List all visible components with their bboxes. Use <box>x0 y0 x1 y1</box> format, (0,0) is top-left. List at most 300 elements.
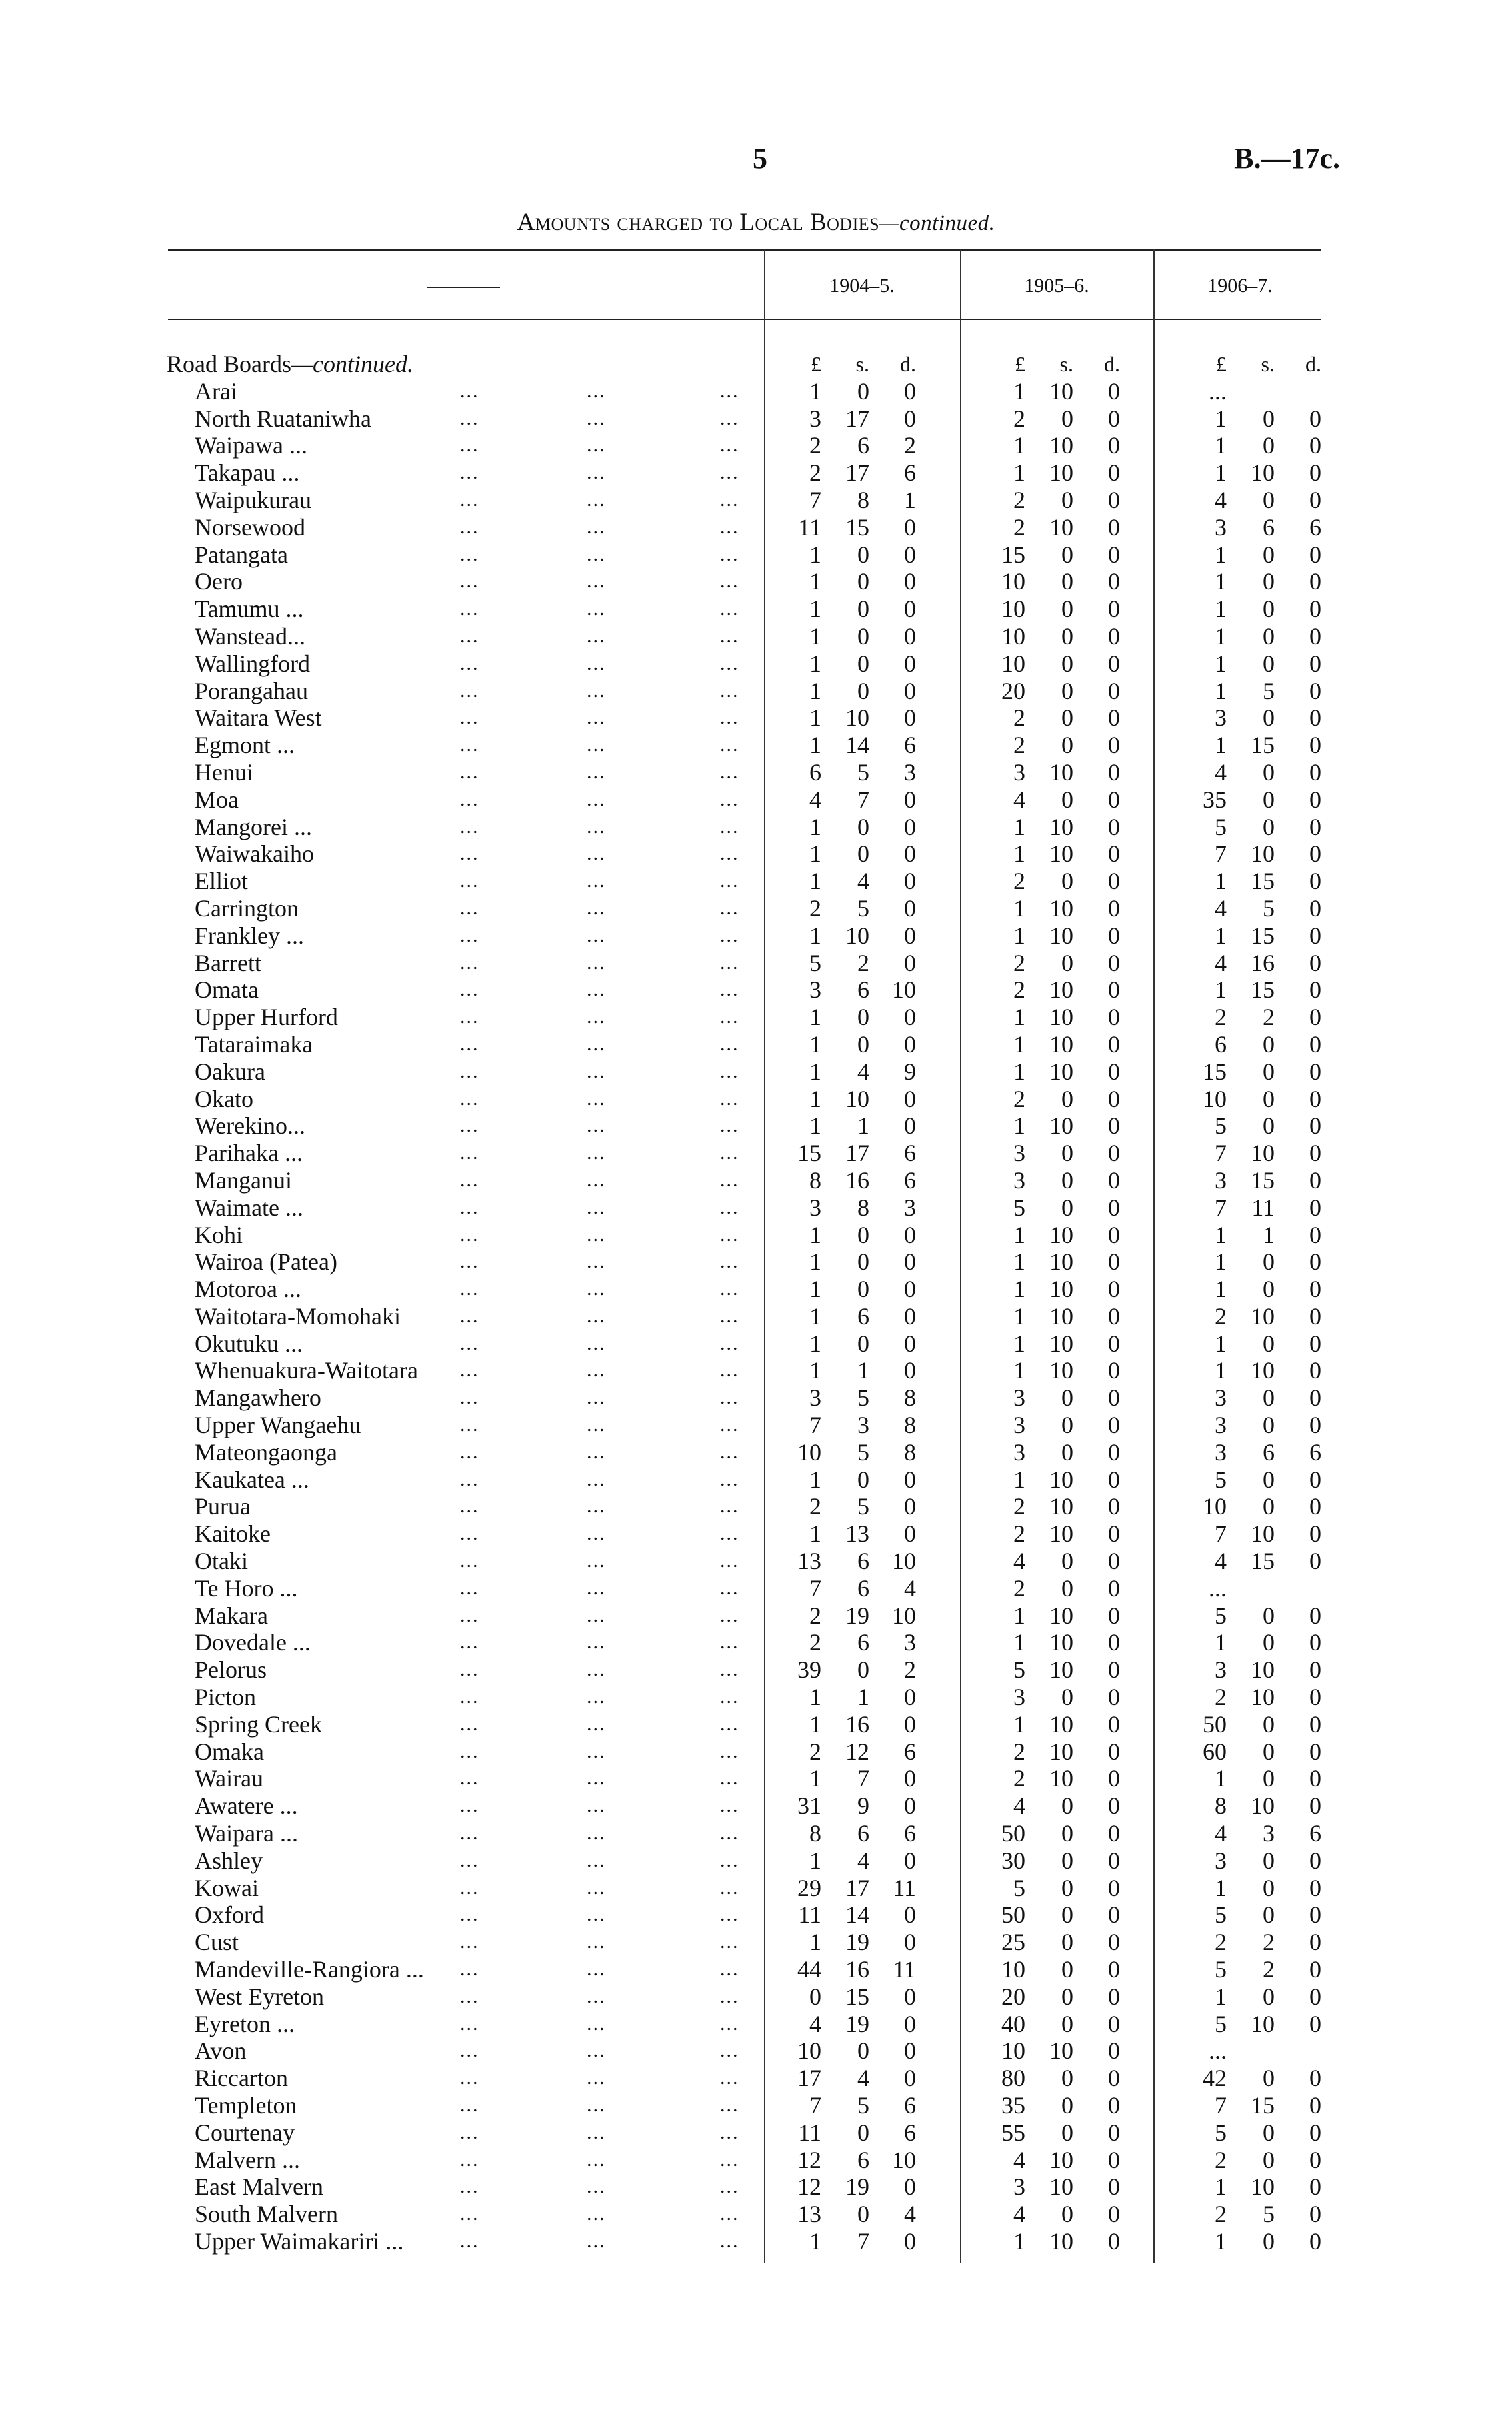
amount-pence-2: 0 <box>1108 2119 1120 2146</box>
amount-pence-2: 0 <box>1108 2010 1120 2037</box>
amount-pence-3: 6 <box>1309 1820 1321 1847</box>
amount-pence-2: 0 <box>1108 1983 1120 2010</box>
road-board-name: Arai <box>195 377 237 405</box>
amount-shillings-1: 7 <box>857 1765 869 1792</box>
amount-pounds-1: 2 <box>809 432 821 459</box>
amount-pence-1: 0 <box>904 1357 916 1384</box>
amount-pounds-2: 20 <box>1001 1983 1025 2010</box>
amount-shillings-1: 5 <box>857 758 869 786</box>
amount-pence-1: 10 <box>892 976 916 1004</box>
amount-shillings-2: 10 <box>1049 813 1073 840</box>
amount-shillings-3: 5 <box>1263 894 1275 922</box>
amount-pounds-2: 40 <box>1001 2010 1025 2037</box>
amount-pounds-2: 2 <box>1013 1085 1025 1112</box>
amount-shillings-1: 7 <box>857 2227 869 2255</box>
amount-pounds-2: 3 <box>1013 1412 1025 1439</box>
table-row <box>0 1875 1512 1902</box>
amount-shillings-2: 0 <box>1061 704 1073 732</box>
amount-pence-1: 0 <box>904 1847 916 1874</box>
table-row <box>0 2228 1512 2255</box>
amount-pounds-3: 1 <box>1215 622 1227 650</box>
amount-shillings-2: 10 <box>1049 1248 1073 1276</box>
amount-pence-2: 0 <box>1108 1629 1120 1656</box>
amount-pence-1: 0 <box>904 622 916 650</box>
amount-pounds-1: 1 <box>809 1765 821 1792</box>
amount-shillings-2: 10 <box>1049 1629 1073 1656</box>
amount-pounds-2: 10 <box>1001 2037 1025 2065</box>
amount-pounds-3: 1 <box>1215 732 1227 759</box>
amount-shillings-3: 0 <box>1263 704 1275 732</box>
amount-shillings-1: 0 <box>857 1221 869 1248</box>
amount-pounds-2: 2 <box>1013 1738 1025 1765</box>
road-board-name: Waiwakaiho <box>195 840 315 868</box>
amount-pounds-2: 1 <box>1013 1357 1025 1384</box>
amount-pence-3: 0 <box>1309 758 1321 786</box>
amount-pence-3: 0 <box>1309 1412 1321 1439</box>
table-row <box>0 1276 1512 1303</box>
amount-pounds-1: 1 <box>809 1112 821 1140</box>
amount-shillings-2: 0 <box>1061 650 1073 677</box>
amount-pounds-3: 7 <box>1215 840 1227 868</box>
amount-shillings-3: 15 <box>1251 2092 1275 2119</box>
document-reference: B.—17c. <box>1234 142 1340 175</box>
amount-pence-3: 0 <box>1309 2173 1321 2201</box>
amount-shillings-3: 2 <box>1263 1956 1275 1983</box>
leader-dots: ... ... ... <box>460 1876 739 1899</box>
header-1904-5: 1904–5. <box>829 275 895 297</box>
table-row <box>0 1548 1512 1575</box>
amount-pounds-1: 1 <box>809 1058 821 1085</box>
leader-dots: ... ... ... <box>460 1495 739 1518</box>
amount-pence-2: 0 <box>1108 1004 1120 1031</box>
amount-shillings-3: 10 <box>1251 1792 1275 1820</box>
amount-pounds-2: 1 <box>1013 922 1025 949</box>
amount-shillings-1: 4 <box>857 2065 869 2092</box>
table-row <box>0 895 1512 922</box>
road-board-name: Omata <box>195 976 259 1004</box>
amount-shillings-3: 0 <box>1263 1629 1275 1656</box>
amount-shillings-1: 10 <box>845 1085 869 1112</box>
amount-pence-2: 0 <box>1108 622 1120 650</box>
amount-shillings-1: 14 <box>845 1901 869 1929</box>
road-board-name: Ashley <box>195 1847 263 1874</box>
road-board-name: Werekino... <box>195 1112 306 1140</box>
road-board-name: Okato <box>195 1085 253 1112</box>
table-row <box>0 623 1512 650</box>
amount-shillings-2: 0 <box>1061 1194 1073 1221</box>
amount-pounds-3: 1 <box>1215 568 1227 595</box>
amount-shillings-2: 10 <box>1049 432 1073 459</box>
amount-pounds-3: 3 <box>1215 1412 1227 1439</box>
road-board-name: Whenuakura-Waitotara <box>195 1357 418 1384</box>
amount-pounds-1: 11 <box>798 513 821 541</box>
table-row <box>0 1112 1512 1140</box>
leader-dots: ... ... ... <box>460 1332 739 1354</box>
amount-pounds-2: 3 <box>1013 2173 1025 2201</box>
amount-pence-2: 0 <box>1108 2065 1120 2092</box>
amount-pounds-1: 1 <box>809 922 821 949</box>
amount-pounds-3: 7 <box>1215 1140 1227 1167</box>
amount-pounds-1: 2 <box>809 894 821 922</box>
table-row <box>0 1820 1512 1847</box>
road-board-name: Mateongaonga <box>195 1438 337 1466</box>
amount-shillings-1: 0 <box>857 677 869 704</box>
amount-pounds-2: 10 <box>1001 568 1025 595</box>
amount-pounds-1: 0 <box>809 1983 821 2010</box>
amount-shillings-1: 0 <box>857 2201 869 2228</box>
amount-shillings-3: 3 <box>1263 1820 1275 1847</box>
amount-pounds-2: 1 <box>1013 1330 1025 1357</box>
road-board-name: Moa <box>195 786 239 813</box>
road-board-name: Waitotara-Momohaki <box>195 1302 401 1330</box>
amount-pence-1: 9 <box>904 1058 916 1085</box>
amount-pounds-3: 1 <box>1215 459 1227 487</box>
amount-pence-3: 0 <box>1309 677 1321 704</box>
amount-pence-2: 0 <box>1108 1901 1120 1929</box>
amount-shillings-2: 0 <box>1061 1166 1073 1194</box>
amount-shillings-1: 0 <box>857 541 869 568</box>
road-board-name: Makara <box>195 1602 268 1629</box>
table-row <box>0 2201 1512 2228</box>
table-row <box>0 1194 1512 1222</box>
leader-dots: ... ... ... <box>460 978 739 1001</box>
table-row <box>0 405 1512 433</box>
table-row <box>0 2147 1512 2174</box>
leader-dots: ... ... ... <box>460 1006 739 1028</box>
amount-pounds-2: 35 <box>1001 2092 1025 2119</box>
amount-pounds-3: 1 <box>1215 1330 1227 1357</box>
amount-shillings-3: 10 <box>1251 2173 1275 2201</box>
amount-pounds-1: 2 <box>809 459 821 487</box>
road-board-name: Waipawa ... <box>195 432 308 459</box>
amount-pence-2: 0 <box>1108 1738 1120 1765</box>
leader-dots: ... ... ... <box>460 679 739 702</box>
amount-pence-3: 0 <box>1309 459 1321 487</box>
table-row <box>0 1983 1512 2011</box>
table-row <box>0 568 1512 595</box>
amount-shillings-2: 10 <box>1049 976 1073 1004</box>
amount-pence-3: 0 <box>1309 1357 1321 1384</box>
amount-shillings-2: 10 <box>1049 2227 1073 2255</box>
amount-pence-2: 0 <box>1108 1357 1120 1384</box>
amount-pounds-3: 2 <box>1215 2146 1227 2173</box>
leader-dots: ... ... ... <box>460 1767 739 1790</box>
amount-pounds-3: 1 <box>1215 1248 1227 1276</box>
road-board-name: Pelorus <box>195 1656 267 1684</box>
unit-pounds-1: £ <box>811 352 821 376</box>
amount-shillings-2: 0 <box>1061 1548 1073 1575</box>
amount-shillings-2: 0 <box>1061 1929 1073 1956</box>
amount-shillings-3: 5 <box>1263 2201 1275 2228</box>
amount-shillings-2: 10 <box>1049 1602 1073 1629</box>
amount-pence-1: 0 <box>904 922 916 949</box>
amount-shillings-1: 0 <box>857 1248 869 1276</box>
amount-pence-1: 11 <box>893 1956 916 1983</box>
page-number: 5 <box>753 142 767 175</box>
amount-pence-1: 0 <box>904 2173 916 2201</box>
leader-dots: ... ... ... <box>460 652 739 674</box>
leader-dots: ... ... ... <box>460 488 739 511</box>
amount-shillings-3: 0 <box>1263 758 1275 786</box>
amount-pounds-2: 1 <box>1013 894 1025 922</box>
amount-pence-2: 0 <box>1108 704 1120 732</box>
table-row <box>0 1956 1512 1983</box>
leader-dots: ... ... ... <box>460 760 739 783</box>
leader-dots: ... ... ... <box>460 407 739 429</box>
header-rule-top <box>168 249 1321 251</box>
road-board-name: Wairau <box>195 1765 264 1792</box>
amount-pence-2: 0 <box>1108 1112 1120 1140</box>
amount-pence-1: 0 <box>904 568 916 595</box>
amount-pence-2: 0 <box>1108 1194 1120 1221</box>
amount-pence-1: 0 <box>904 1221 916 1248</box>
leader-dots: ... ... ... <box>460 1250 739 1273</box>
amount-pence-2: 0 <box>1108 677 1120 704</box>
road-board-name: Wallingford <box>195 650 311 677</box>
amount-pence-3: 0 <box>1309 1929 1321 1956</box>
amount-shillings-2: 0 <box>1061 2201 1073 2228</box>
amount-shillings-1: 16 <box>845 1166 869 1194</box>
leader-dots: ... ... ... <box>460 2229 739 2252</box>
road-board-name: Mangawhero <box>195 1384 321 1412</box>
table-row <box>0 1140 1512 1167</box>
amount-pence-3: 0 <box>1309 1384 1321 1412</box>
amount-pounds-1: 4 <box>809 2010 821 2037</box>
amount-shillings-2: 0 <box>1061 1684 1073 1711</box>
amount-shillings-3: 0 <box>1263 1983 1275 2010</box>
amount-pence-1: 11 <box>893 1874 916 1901</box>
amount-pounds-1: 13 <box>797 2201 821 2228</box>
table-row <box>0 759 1512 786</box>
caption-continued: —continued. <box>879 211 995 235</box>
header-rule-bottom <box>168 319 1321 320</box>
amount-pounds-1: 2 <box>809 1493 821 1520</box>
amount-pence-1: 6 <box>904 1166 916 1194</box>
amount-pence-1: 0 <box>904 1466 916 1493</box>
amount-shillings-3: 2 <box>1263 1004 1275 1031</box>
amount-shillings-1: 0 <box>857 595 869 623</box>
amount-pence-2: 0 <box>1108 1656 1120 1684</box>
amount-pence-1: 6 <box>904 2119 916 2146</box>
road-board-name: Parihaka ... <box>195 1140 303 1167</box>
road-board-name: Okutuku ... <box>195 1330 303 1357</box>
amount-shillings-3: 15 <box>1251 1166 1275 1194</box>
amount-pounds-2: 1 <box>1013 840 1025 868</box>
amount-pounds-3: 3 <box>1215 1847 1227 1874</box>
road-board-name: Te Horo ... <box>195 1574 298 1602</box>
table-row <box>0 922 1512 950</box>
amount-pence-2: 0 <box>1108 568 1120 595</box>
table-row <box>0 1167 1512 1194</box>
amount-pounds-1: 10 <box>797 2037 821 2065</box>
amount-shillings-1: 5 <box>857 1384 869 1412</box>
data-table <box>0 351 1512 2255</box>
amount-pounds-3: 1 <box>1215 1629 1227 1656</box>
amount-pounds-2: 25 <box>1001 1929 1025 1956</box>
road-board-name: Oxford <box>195 1901 264 1929</box>
amount-pence-1: 0 <box>904 840 916 868</box>
amount-pounds-2: 1 <box>1013 1058 1025 1085</box>
amount-pounds-2: 15 <box>1001 541 1025 568</box>
amount-shillings-2: 10 <box>1049 1276 1073 1303</box>
amount-shillings-1: 19 <box>845 2010 869 2037</box>
unit-pounds-2: £ <box>1015 352 1025 376</box>
amount-shillings-1: 17 <box>845 1874 869 1901</box>
amount-pounds-1: 13 <box>797 1548 821 1575</box>
amount-pounds-1: 1 <box>809 1030 821 1058</box>
amount-pounds-2: 1 <box>1013 459 1025 487</box>
leader-dots: ... ... ... <box>460 515 739 538</box>
amount-pence-3: 0 <box>1309 1194 1321 1221</box>
amount-pence-3: 0 <box>1309 1140 1321 1167</box>
amount-shillings-3: 0 <box>1263 1058 1275 1085</box>
amount-shillings-3: 0 <box>1263 1901 1275 1929</box>
amount-shillings-1: 16 <box>845 1956 869 1983</box>
table-row <box>0 1493 1512 1520</box>
amount-pounds-2: 2 <box>1013 1520 1025 1548</box>
table-row <box>0 1847 1512 1875</box>
amount-shillings-1: 6 <box>857 1574 869 1602</box>
amount-shillings-1: 7 <box>857 786 869 813</box>
amount-pounds-2: 55 <box>1001 2119 1025 2146</box>
table-row <box>0 2011 1512 2038</box>
amount-pounds-1: 1 <box>809 1684 821 1711</box>
amount-pence-3: 0 <box>1309 1548 1321 1575</box>
road-board-name: Frankley ... <box>195 922 304 949</box>
amount-pounds-2: 10 <box>1001 650 1025 677</box>
amount-shillings-2: 0 <box>1061 1874 1073 1901</box>
amount-pence-1: 0 <box>904 1929 916 1956</box>
road-board-name: Takapau ... <box>195 459 300 487</box>
amount-shillings-2: 0 <box>1061 732 1073 759</box>
amount-pence-3: 0 <box>1309 2146 1321 2173</box>
amount-pence-3: 0 <box>1309 2065 1321 2092</box>
amount-pence-3: 0 <box>1309 1684 1321 1711</box>
amount-pence-1: 6 <box>904 2092 916 2119</box>
amount-pence-1: 8 <box>904 1412 916 1439</box>
road-board-name: Riccarton <box>195 2065 288 2092</box>
amount-pounds-2: 3 <box>1013 1684 1025 1711</box>
amount-pounds-2: 1 <box>1013 1030 1025 1058</box>
amount-pence-3: 0 <box>1309 1629 1321 1656</box>
amount-pounds-1: 2 <box>809 1629 821 1656</box>
amount-pence-2: 0 <box>1108 1466 1120 1493</box>
amount-pounds-3: 1 <box>1215 922 1227 949</box>
road-board-name: Wairoa (Patea) <box>195 1248 337 1276</box>
amount-shillings-3: 0 <box>1263 405 1275 432</box>
amount-pence-3: 0 <box>1309 622 1321 650</box>
road-board-name: Upper Waimakariri ... <box>195 2227 404 2255</box>
amount-pence-1: 10 <box>892 1548 916 1575</box>
amount-pounds-1: 7 <box>809 1412 821 1439</box>
amount-shillings-1: 19 <box>845 2173 869 2201</box>
amount-pounds-3: 1 <box>1215 1874 1227 1901</box>
amount-pence-2: 0 <box>1108 1956 1120 1983</box>
amount-shillings-2: 0 <box>1061 1901 1073 1929</box>
amount-shillings-3: 0 <box>1263 1330 1275 1357</box>
amount-shillings-3: 0 <box>1263 1085 1275 1112</box>
amount-pounds-3: 4 <box>1215 758 1227 786</box>
amount-pence-1: 0 <box>904 2037 916 2065</box>
road-board-name: Wanstead... <box>195 622 306 650</box>
amount-pence-2: 0 <box>1108 1929 1120 1956</box>
leader-dots: ... ... ... <box>460 1087 739 1110</box>
leader-dots: ... ... ... <box>460 1278 739 1300</box>
road-board-name: Waipukurau <box>195 486 312 513</box>
leader-dots: ... ... ... <box>460 570 739 593</box>
amount-pounds-3: 2 <box>1215 1684 1227 1711</box>
amount-pounds-2: 2 <box>1013 976 1025 1004</box>
amount-pounds-3: ... <box>1209 377 1227 405</box>
road-board-name: Picton <box>195 1684 257 1711</box>
amount-pence-1: 0 <box>904 2065 916 2092</box>
amount-pence-3: 0 <box>1309 486 1321 513</box>
amount-pounds-2: 3 <box>1013 1166 1025 1194</box>
amount-pounds-1: 1 <box>809 595 821 623</box>
amount-shillings-3: 11 <box>1251 1194 1275 1221</box>
amount-shillings-1: 3 <box>857 1412 869 1439</box>
amount-pence-2: 0 <box>1108 1221 1120 1248</box>
amount-shillings-1: 5 <box>857 894 869 922</box>
amount-pence-2: 0 <box>1108 595 1120 623</box>
leader-dots: ... ... ... <box>460 815 739 838</box>
road-board-name: Avon <box>195 2037 247 2065</box>
amount-pence-2: 0 <box>1108 432 1120 459</box>
amount-pounds-3: 3 <box>1215 1438 1227 1466</box>
amount-pence-1: 0 <box>904 1684 916 1711</box>
amount-pounds-1: 11 <box>798 1901 821 1929</box>
amount-pence-3: 0 <box>1309 1493 1321 1520</box>
amount-pounds-3: 50 <box>1203 1710 1227 1738</box>
amount-pence-2: 0 <box>1108 459 1120 487</box>
amount-pence-3: 0 <box>1309 1602 1321 1629</box>
road-board-name: East Malvern <box>195 2173 323 2201</box>
amount-pounds-1: 1 <box>809 1085 821 1112</box>
unit-pounds-3: £ <box>1216 352 1227 376</box>
road-board-name: Waimate ... <box>195 1194 304 1221</box>
amount-pence-2: 0 <box>1108 1684 1120 1711</box>
amount-pence-1: 0 <box>904 1792 916 1820</box>
amount-shillings-2: 0 <box>1061 1983 1073 2010</box>
amount-pence-2: 0 <box>1108 2037 1120 2065</box>
amount-pence-3: 0 <box>1309 1276 1321 1303</box>
road-board-name: Tamumu ... <box>195 595 304 623</box>
amount-pounds-3: 1 <box>1215 432 1227 459</box>
amount-shillings-1: 0 <box>857 2119 869 2146</box>
amount-pence-2: 0 <box>1108 786 1120 813</box>
amount-pounds-3: 1 <box>1215 677 1227 704</box>
amount-shillings-1: 1 <box>857 1112 869 1140</box>
table-row <box>0 1439 1512 1466</box>
amount-shillings-3: 10 <box>1251 2010 1275 2037</box>
leader-dots: ... ... ... <box>460 1550 739 1572</box>
amount-pence-3: 0 <box>1309 1221 1321 1248</box>
leader-dots: ... ... ... <box>460 1822 739 1845</box>
amount-pence-2: 0 <box>1108 1847 1120 1874</box>
leader-dots: ... ... ... <box>460 2039 739 2062</box>
road-board-name: Mandeville-Rangiora ... <box>195 1956 424 1983</box>
amount-pence-3: 0 <box>1309 1112 1321 1140</box>
table-row <box>0 840 1512 868</box>
amount-pence-1: 0 <box>904 949 916 976</box>
table-row <box>0 1004 1512 1031</box>
amount-shillings-3: 0 <box>1263 595 1275 623</box>
road-board-name: Motoroa ... <box>195 1276 301 1303</box>
amount-pounds-2: 5 <box>1013 1874 1025 1901</box>
amount-pounds-3: 1 <box>1215 1765 1227 1792</box>
amount-pounds-3: 4 <box>1215 486 1227 513</box>
leader-dots: ... ... ... <box>460 1604 739 1626</box>
